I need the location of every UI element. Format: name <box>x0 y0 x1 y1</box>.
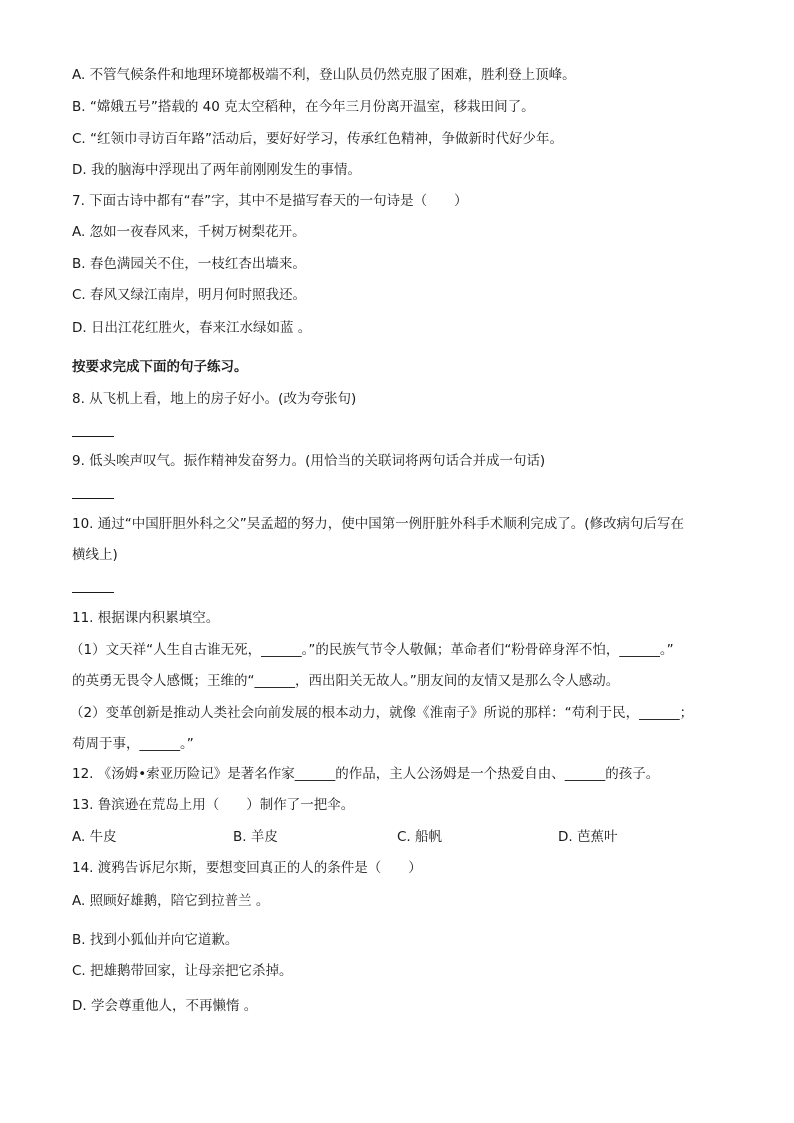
q14-option-d: D. 学会尊重他人，不再懒惰 。 <box>72 998 258 1014</box>
q6-option-b: B. “嫦娥五号”搭载的 40 克太空稻种，在今年三月份离开温室，移栽田间了。 <box>72 99 535 115</box>
q9-stem: 9. 低头唉声叹气。振作精神发奋努力。(用恰当的关联词将两句话合并成一句话) <box>72 453 546 469</box>
q14-option-b: B. 找到小狐仙并向它道歉。 <box>72 932 239 948</box>
q10-stem-line1: 10. 通过“中国肝胆外科之父”吴孟超的努力，使中国第一例肝脏外科手术顺利完成了。(修改病句后写在 <box>72 516 685 532</box>
q14-option-a: A. 照顾好雄鹅，陪它到拉普兰 。 <box>72 893 270 909</box>
q11-part2-line1: （2）变革创新是推动人类社会向前发展的根本动力，就像《淮南子》所说的那样：“苟利于民，______； <box>70 705 694 721</box>
q12-stem: 12. 《汤姆•索亚历险记》是著名作家______的作品，主人公汤姆是一个热爱自由、______的孩子。 <box>72 766 660 782</box>
q6-option-c: C. “红领巾寻访百年路”活动后，要好好学习，传承红色精神，争做新时代好少年。 <box>72 131 563 147</box>
q6-option-d: D. 我的脑海中浮现出了两年前刚刚发生的事情。 <box>72 162 361 178</box>
q8-stem: 8. 从飞机上看，地上的房子好小。(改为夸张句) <box>72 391 357 407</box>
q14-option-c: C. 把雄鹅带回家，让母亲把它杀掉。 <box>72 963 293 979</box>
q6-option-a: A. 不管气候条件和地理环境都极端不利，登山队员仍然克服了困难，胜利登上顶峰。 <box>72 67 576 83</box>
q13-option-a: A. 牛皮 <box>72 829 117 845</box>
q7-option-b: B. 春色满园关不住，一枝红杏出墙来。 <box>72 256 306 272</box>
q10-stem-line2: 横线上) <box>72 547 118 563</box>
section-heading: 按要求完成下面的句子练习。 <box>72 359 248 375</box>
q11-part1-line1: （1）文天祥“人生自古谁无死，______。”的民族气节令人敬佩；革命者们“粉骨碎身浑不怕，______。” <box>70 642 674 658</box>
q7-stem: 7. 下面古诗中都有“春”字，其中不是描写春天的一句诗是（ ） <box>72 193 468 209</box>
q11-stem: 11. 根据课内积累填空。 <box>72 610 220 626</box>
q7-option-c: C. 春风又绿江南岸，明月何时照我还。 <box>72 287 307 303</box>
q13-option-d: D. 芭蕉叶 <box>558 829 618 845</box>
q14-stem: 14. 渡鸦告诉尼尔斯，要想变回真正的人的条件是（ ） <box>72 860 422 876</box>
q11-part2-line2: 苟周于事，______。” <box>72 736 194 752</box>
q13-option-b: B. 羊皮 <box>233 829 278 845</box>
q10-answer-line <box>72 592 114 593</box>
q9-answer-line <box>72 498 114 499</box>
q8-answer-line <box>72 436 114 437</box>
q13-stem: 13. 鲁滨逊在荒岛上用（ ）制作了一把伞。 <box>72 797 355 813</box>
q7-option-a: A. 忽如一夜春风来，千树万树梨花开。 <box>72 224 306 240</box>
q11-part1-line2: 的英勇无畏令人感慨；王维的“______，西出阳关无故人。”朋友间的友情又是那么令人感动。 <box>72 673 620 689</box>
q7-option-d: D. 日出江花红胜火，春来江水绿如蓝 。 <box>72 320 312 336</box>
q13-option-c: C. 船帆 <box>397 829 443 845</box>
